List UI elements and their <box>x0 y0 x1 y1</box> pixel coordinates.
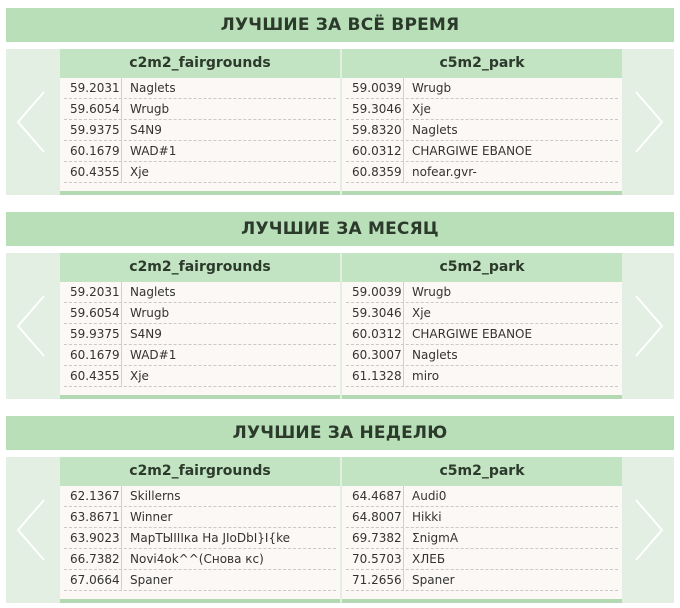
record-row <box>346 507 618 528</box>
map-name: c5m2_park <box>342 253 622 282</box>
record-player: Spaner <box>412 573 455 587</box>
record-row <box>346 162 618 183</box>
map-table <box>60 457 340 603</box>
record-row <box>346 303 618 324</box>
record-time: 60.1679 <box>64 141 122 161</box>
map-table <box>342 457 622 603</box>
record-row <box>346 141 618 162</box>
leaderboard-carousel <box>6 457 674 603</box>
record-player: S4N9 <box>130 123 162 137</box>
record-player: Naglets <box>130 285 176 299</box>
leaderboard-carousel <box>6 49 674 195</box>
record-player: Xje <box>412 102 431 116</box>
record-time: 60.4355 <box>64 162 122 182</box>
section-title: ЛУЧШИЕ ЗА ВСЁ ВРЕМЯ <box>6 8 674 42</box>
map-name: c2m2_fairgrounds <box>60 49 340 78</box>
table-footer-bar <box>342 395 622 399</box>
table-footer-bar <box>342 191 622 195</box>
record-player: Xje <box>412 306 431 320</box>
record-time: 64.8007 <box>346 507 404 527</box>
record-time: 59.2031 <box>64 282 122 302</box>
record-time: 60.1679 <box>64 345 122 365</box>
record-time: 59.3046 <box>346 99 404 119</box>
carousel-next-button[interactable] <box>624 457 674 603</box>
chevron-right-icon <box>634 294 664 358</box>
record-player: Hikki <box>412 510 442 524</box>
chevron-left-icon <box>16 294 46 358</box>
record-time: 60.0312 <box>346 324 404 344</box>
map-table <box>342 253 622 399</box>
record-player: CHARGIWE EBANOE <box>412 327 533 341</box>
record-player: Skillerns <box>130 489 181 503</box>
record-time: 60.3007 <box>346 345 404 365</box>
map-table <box>60 49 340 195</box>
record-row <box>346 345 618 366</box>
record-player: Naglets <box>412 123 458 137</box>
record-player: Novi4ok^^(Снова кс) <box>130 552 264 566</box>
record-row <box>64 570 336 591</box>
record-time: 59.6054 <box>64 303 122 323</box>
record-row <box>64 549 336 570</box>
record-row <box>64 324 336 345</box>
record-player: Spaner <box>130 573 173 587</box>
map-table <box>342 49 622 195</box>
record-row <box>64 120 336 141</box>
record-time: 59.0039 <box>346 282 404 302</box>
record-time: 59.0039 <box>346 78 404 98</box>
record-player: Wrugb <box>412 81 452 95</box>
record-player: CHARGIWE EBANOE <box>412 144 533 158</box>
record-row <box>64 78 336 99</box>
table-footer-bar <box>60 191 340 195</box>
carousel-next-button[interactable] <box>624 253 674 399</box>
map-name: c2m2_fairgrounds <box>60 253 340 282</box>
record-player: Wrugb <box>412 285 452 299</box>
record-row <box>346 324 618 345</box>
carousel-prev-button[interactable] <box>6 457 56 603</box>
record-row <box>64 345 336 366</box>
section-title: ЛУЧШИЕ ЗА МЕСЯЦ <box>6 212 674 246</box>
leaderboard-section <box>6 416 674 587</box>
records-list <box>342 78 622 183</box>
record-player: miro <box>412 369 440 383</box>
record-row <box>64 303 336 324</box>
record-row <box>64 99 336 120</box>
records-list <box>342 486 622 591</box>
record-row <box>346 528 618 549</box>
record-player: Naglets <box>412 348 458 362</box>
record-time: 71.2656 <box>346 570 404 590</box>
table-footer-bar <box>60 395 340 399</box>
record-row <box>346 570 618 591</box>
record-row <box>64 507 336 528</box>
record-time: 62.1367 <box>64 486 122 506</box>
record-row <box>346 99 618 120</box>
record-row <box>64 141 336 162</box>
record-player: ΣnigmA <box>412 531 459 545</box>
map-table <box>60 253 340 399</box>
record-player: Wrugb <box>130 306 170 320</box>
map-name: c2m2_fairgrounds <box>60 457 340 486</box>
record-time: 66.7382 <box>64 549 122 569</box>
chevron-left-icon <box>16 498 46 562</box>
map-tables <box>60 457 620 603</box>
carousel-prev-button[interactable] <box>6 253 56 399</box>
record-time: 59.9375 <box>64 120 122 140</box>
records-list <box>60 486 340 591</box>
map-name: c5m2_park <box>342 49 622 78</box>
map-tables <box>60 49 620 195</box>
map-name: c5m2_park <box>342 457 622 486</box>
record-row <box>346 486 618 507</box>
chevron-right-icon <box>634 498 664 562</box>
record-time: 61.1328 <box>346 366 404 386</box>
record-row <box>346 549 618 570</box>
records-list <box>60 282 340 387</box>
record-time: 63.9023 <box>64 528 122 548</box>
record-time: 64.4687 <box>346 486 404 506</box>
record-time: 60.8359 <box>346 162 404 182</box>
record-row <box>64 282 336 303</box>
record-time: 60.0312 <box>346 141 404 161</box>
record-row <box>64 528 336 549</box>
map-tables <box>60 253 620 399</box>
records-list <box>342 282 622 387</box>
record-player: Naglets <box>130 81 176 95</box>
record-row <box>346 78 618 99</box>
records-list <box>60 78 340 183</box>
section-title: ЛУЧШИЕ ЗА НЕДЕЛЮ <box>6 416 674 450</box>
record-time: 69.7382 <box>346 528 404 548</box>
chevron-left-icon <box>16 90 46 154</box>
carousel-next-button[interactable] <box>624 49 674 195</box>
table-footer-bar <box>60 599 340 603</box>
record-player: S4N9 <box>130 327 162 341</box>
record-player: Audi0 <box>412 489 447 503</box>
record-player: WAD#1 <box>130 144 177 158</box>
record-time: 70.5703 <box>346 549 404 569</box>
chevron-right-icon <box>634 90 664 154</box>
record-time: 60.4355 <box>64 366 122 386</box>
record-player: Winner <box>130 510 173 524</box>
record-player: WAD#1 <box>130 348 177 362</box>
table-footer-bar <box>342 599 622 603</box>
record-player: Xje <box>130 165 149 179</box>
record-row <box>346 120 618 141</box>
record-time: 59.8320 <box>346 120 404 140</box>
record-player: Xje <box>130 369 149 383</box>
record-time: 67.0664 <box>64 570 122 590</box>
record-row <box>346 282 618 303</box>
record-row <box>64 162 336 183</box>
record-row <box>64 366 336 387</box>
record-time: 59.6054 <box>64 99 122 119</box>
record-time: 59.2031 <box>64 78 122 98</box>
record-player: Wrugb <box>130 102 170 116</box>
record-player: nofear.gvr- <box>412 165 477 179</box>
record-row <box>346 366 618 387</box>
record-player: МарТЫIIIка На JIoDbI}I{ke <box>130 531 290 545</box>
leaderboard-carousel <box>6 253 674 399</box>
record-time: 59.3046 <box>346 303 404 323</box>
record-time: 63.8671 <box>64 507 122 527</box>
record-row <box>64 486 336 507</box>
leaderboard-section <box>6 8 674 179</box>
record-time: 59.9375 <box>64 324 122 344</box>
record-player: ХЛЕБ <box>412 552 446 566</box>
carousel-prev-button[interactable] <box>6 49 56 195</box>
leaderboard-section <box>6 212 674 383</box>
